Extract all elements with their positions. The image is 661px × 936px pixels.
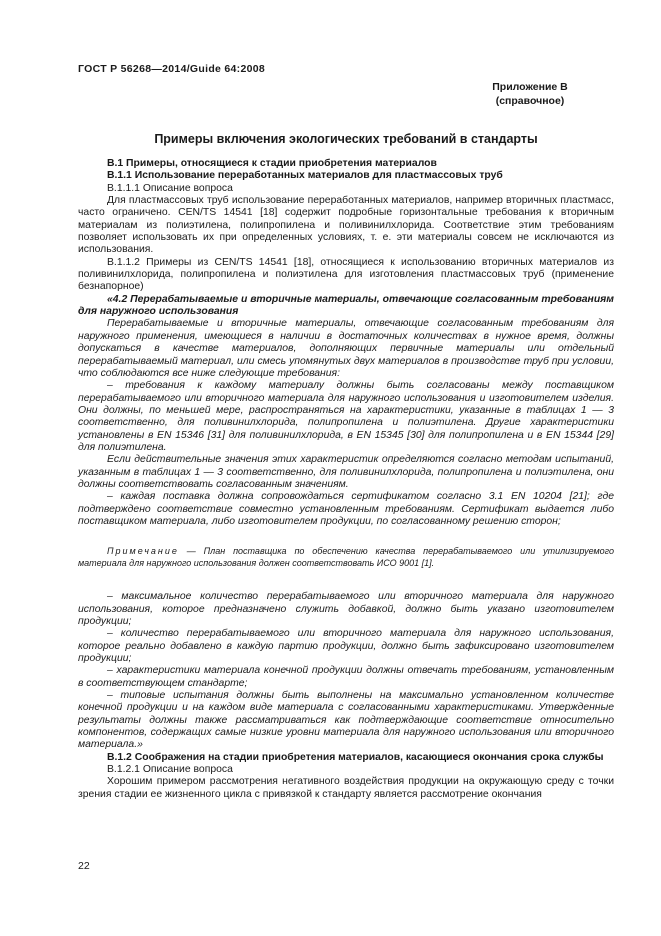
- appendix-heading: [78, 80, 614, 108]
- quoted-list-item: – характеристики материала конечной продукции должны отвечать требованиям, установленным в соответствующем стандарте;: [78, 665, 614, 689]
- clause-heading: В.1.1.1 Описание вопроса: [107, 182, 233, 194]
- appendix-label: Приложение В: [492, 81, 568, 93]
- note-text: — План поставщика по обеспечению качества перерабатываемого или утилизируемого материала для наружного использования должен соответствовать ИСО 9001 [1].: [78, 546, 614, 568]
- paragraph: В.1.1.2 Примеры из CEN/TS 14541 [18], относящиеся к использованию вторичных материалов из поливинилхлорида, полипропилена и полиэтилена для изготовления пластмассовых труб (применение безнапорное): [78, 256, 614, 293]
- document-header: ГОСТ Р 56268—2014/Guide 64:2008: [78, 63, 266, 75]
- clause-heading: В.1.2.1 Описание вопроса: [107, 764, 233, 776]
- quoted-list-item: – типовые испытания должны быть выполнены на максимально установленном количестве конечной продукции и на каждом виде материала с согласованными характеристиками. Утвержденные результаты должны также рассматриваться как подтверждающие соответствие относительно компонентов, содержащих самые низкие уровни материала для наружного использования или вторичного материала.»: [78, 690, 614, 751]
- subsection-heading: В.1.1 Использование переработанных материалов для пластмассовых труб: [107, 170, 503, 182]
- quoted-paragraph: Перерабатываемые и вторичные материалы, отвечающие согласованным требованиям для наружного применения, имеющиеся в наличии в достаточных количествах в нужное время, должны допускаться в качестве материалов, дополняющих первичные материалы или отдельный перерабатываемый материал, или смесь упомянутых двух материалов в производстве труб при условии, что соблюдаются все ниже следующие требования:: [78, 318, 614, 379]
- page-number: 22: [78, 860, 90, 872]
- quoted-list-item: – количество перерабатываемого или вторичного материала для наружного использования, которое реально добавлено в каждую партию продукции, должно быть зафиксировано изготовителем продукции;: [78, 628, 614, 665]
- quoted-paragraph: Если действительные значения этих характеристик определяются согласно методам испытаний, указанным в таблицах 1 — 3 соответственно, для поливинилхлорида, полипропилена и полиэтилена, они должны соответствовать согласованным значениям.: [78, 454, 614, 490]
- page-title: Примеры включения экологических требований в стандарты: [154, 132, 538, 146]
- paragraph: Хорошим примером рассмотрения негативного воздействия продукции на окружающую среду с точки зрения стадии ее жизненного цикла с привязкой к стандарту является рассмотрение окончания: [78, 776, 614, 800]
- section-heading: В.1 Примеры, относящиеся к стадии приобретения материалов: [107, 158, 437, 169]
- quoted-list-item: – каждая поставка должна сопровождаться сертификатом согласно 3.1 EN 10204 [21]; где подтверждено соответствие совместно установленным требованиям. Сертификат выдается либо поставщиком материала, либо изготовителем продукции, по согласованному решению сторон;: [78, 491, 614, 527]
- document-body: [78, 158, 614, 801]
- subsection-heading: В.1.2 Соображения на стадии приобретения материалов, касающиеся окончания срока службы: [107, 751, 604, 763]
- quoted-heading: «4.2 Перерабатываемые и вторичные материалы, отвечающие согласованным требованиям для наружного использования: [78, 293, 614, 318]
- paragraph: Для пластмассовых труб использование переработанных материалов, например вторичных пластмасс, часто ограничено. CEN/TS 14541 [18] содержит подробные горизонтальные требования к вторичным материалам из полиэтилена, полипропилена и поливинилхлорида. Соответствие этим требованиям позволяет использовать их при определенных условиях, т. е. эти материалы совсем не исключаются из использования.: [78, 195, 614, 256]
- note-label: Примечание: [107, 546, 179, 557]
- quoted-list-item: – максимальное количество перерабатываемого или вторичного материала для наружного использования, которое предназначено служить добавкой, должно быть указано изготовителем продукции;: [78, 591, 614, 627]
- quoted-list-item: – требования к каждому материалу должны быть согласованы между поставщиком перерабатываемого или вторичного материала для наружного использования и изготовителем изделия. Они должны, по меньшей мере, распространяться на характеристики, указанные в таблицах 1 — 3 соответственно, для поливинилхлорида, полипропилена и полиэтилена. Другие характеристики установлены в EN 15346 [31] для поливинилхлорида, в EN 15345 [30] для полипропилена и в EN 15344 [29] для полиэтилена.: [78, 380, 614, 453]
- appendix-type: (справочное): [495, 95, 565, 107]
- note: [78, 546, 614, 569]
